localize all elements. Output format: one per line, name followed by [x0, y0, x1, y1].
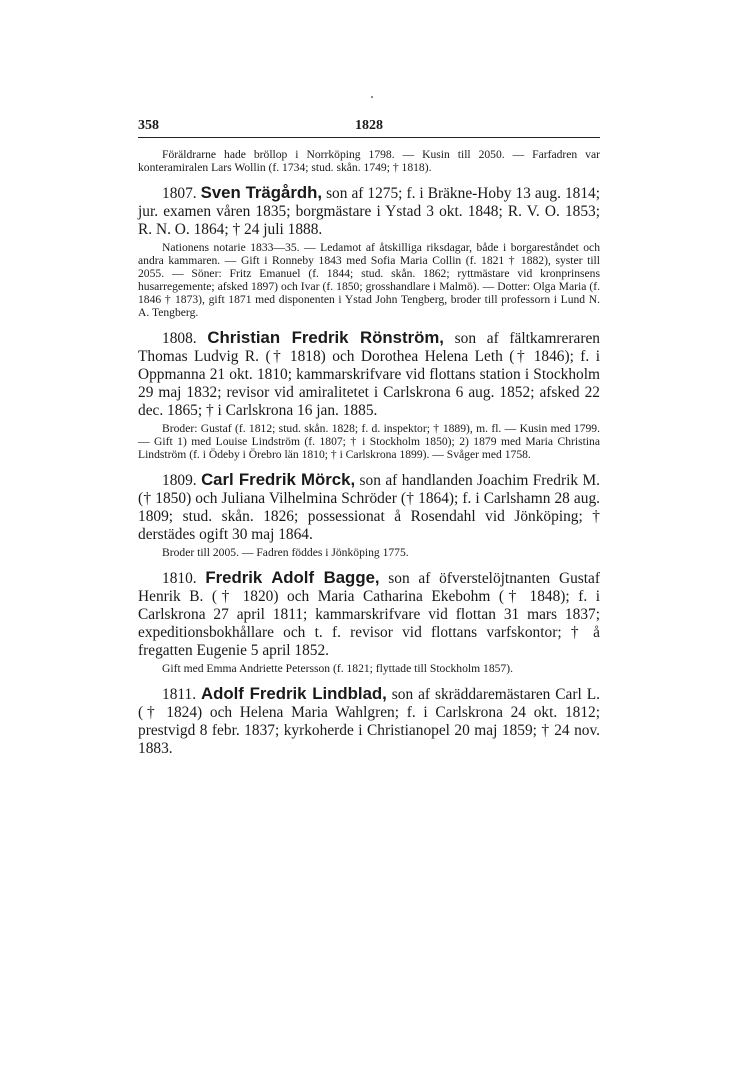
- entry-text: son af skräddaremästaren Carl L. († 1824) och Helena Maria Wahlgren; f. i Carlskrona 24 okt. 1812; prestvigd 8 febr. 1837; kyrkoherde i Christianopel 20 maj 1859; † 24 nov. 1883.: [138, 686, 600, 757]
- entry-name: Carl Fredrik Mörck,: [201, 470, 356, 489]
- entry-name: Adolf Fredrik Lindblad,: [201, 684, 387, 703]
- entry-1810: [138, 569, 600, 675]
- intro-note: Föräldrarne hade bröllop i Norrköping 1798. — Kusin till 2050. — Farfadren var konteramiralen Lars Wollin (f. 1734; stud. skån. 1749; † 1818).: [138, 148, 600, 174]
- header-year: 1828: [355, 118, 383, 133]
- entry-text: son af öfverstelöjtnanten Gustaf Henrik B. († 1820) och Maria Catharina Ekebohm († 1848); f. i Carlskrona 27 april 1811; kammarskrifvare vid flottan 31 mars 1837; expeditionsbokhållare och t. f. revisor vid flottans varfskontor; † å fregatten Eugenie 5 april 1852.: [138, 570, 600, 659]
- entry-text: son af fältkamreraren Thomas Ludvig R. († 1818) och Dorothea Helena Leth († 1846); f. i Oppmanna 21 okt. 1810; kammarskrifvare vid flottans station i Stockholm 29 maj 1832; revisor vid amiralitetet i Carlskrona 6 aug. 1852; afsked 22 dec. 1865; † i Carlskrona 16 jan. 1885.: [138, 330, 600, 419]
- entry-name: Fredrik Adolf Bagge,: [205, 568, 380, 587]
- entry-1811: [138, 685, 600, 758]
- entry-number: 1808.: [162, 330, 197, 347]
- entry-name: Christian Fredrik Rönström,: [207, 328, 444, 347]
- header-rule: [138, 137, 600, 138]
- entry-number: 1810.: [162, 570, 197, 587]
- entry-1809: [138, 471, 600, 559]
- entry-text: son af handlanden Joachim Fredrik M. († 1850) och Juliana Vilhelmina Schröder († 1864); f. i Carlshamn 28 aug. 1809; stud. skån. 1826; possessionat å Rosendahl vid Jönköping; † derstädes ogift 30 maj 1864.: [138, 472, 600, 543]
- entry-number: 1809.: [162, 472, 197, 489]
- entry-number: 1807.: [162, 185, 197, 202]
- entry-main: [138, 685, 600, 758]
- entry-main: [138, 471, 600, 544]
- entry-1807: [138, 184, 600, 319]
- entry-name: Sven Trägårdh,: [200, 183, 323, 202]
- speck: [371, 96, 373, 98]
- page-number: 358: [138, 118, 159, 133]
- entry-note: Nationens notarie 1833—35. — Ledamot af åtskilliga riksdagar, både i borgareståndet och andra kammaren. — Gift i Ronneby 1843 med Sofia Maria Collin (f. 1821 † 1882), syster till 2055. — Söner: Fritz Emanuel (f. 1844; stud. skån. 1862; ryttmästare vid kronprinsens husarregemente; afsked 1897) och Ivar (f. 1850; grosshandlare i Malmö). — Dotter: Olga Maria (f. 1846 † 1873), gift 1871 med disponenten i Ystad John Tengberg, broder till professorn i Lund N. A. Tengberg.: [138, 241, 600, 319]
- entry-main: [138, 329, 600, 420]
- entry-note: Gift med Emma Andriette Petersson (f. 1821; flyttade till Stockholm 1857).: [162, 662, 513, 675]
- entry-number: 1811.: [162, 686, 197, 703]
- entry-note: Broder: Gustaf (f. 1812; stud. skån. 1828; f. d. inspektor; † 1889), m. fl. — Kusin med 1799. — Gift 1) med Louise Lindström (f. 1807; † i Stockholm 1850); 2) 1879 med Maria Christina Lindström (f. i Ödeby i Örebro län 1810; † i Carlskrona 1899). — Svåger med 1758.: [138, 422, 600, 461]
- entry-text: son af 1275; f. i Bräkne-Hoby 13 aug. 1814; jur. examen våren 1835; borgmästare i Ystad 3 okt. 1848; R. V. O. 1853; R. N. O. 1864; † 24 juli 1888.: [138, 185, 601, 238]
- page: [138, 118, 600, 758]
- entry-main: [138, 184, 600, 239]
- entry-note: Broder till 2005. — Fadren föddes i Jönköping 1775.: [162, 546, 409, 559]
- entry-main: [138, 569, 600, 660]
- running-header: [138, 118, 600, 140]
- entry-1808: [138, 329, 600, 461]
